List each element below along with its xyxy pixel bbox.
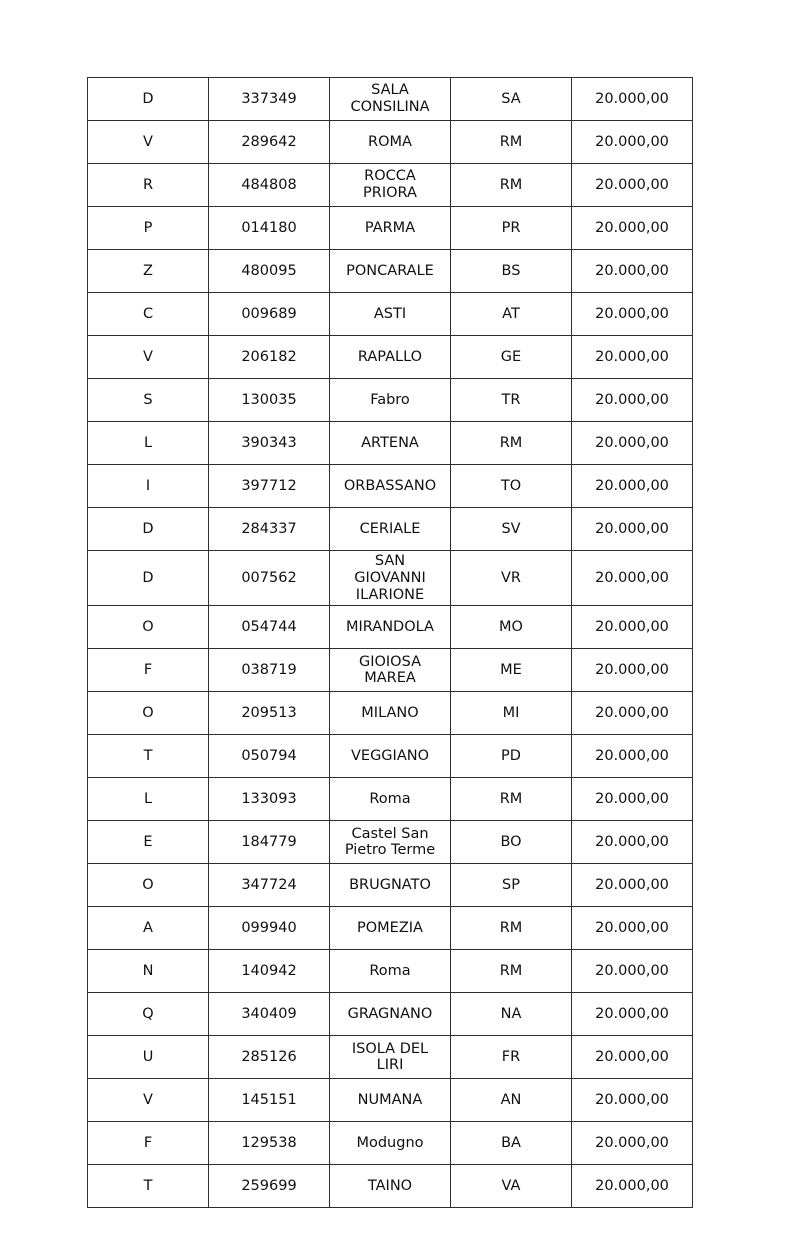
table-row [88, 293, 693, 336]
municipality-cell: ROCCA PRIORA [330, 164, 451, 207]
code-cell: 007562 [209, 551, 330, 606]
province-cell: RM [451, 422, 572, 465]
letter-cell: I [88, 465, 209, 508]
letter-cell: A [88, 907, 209, 950]
amount-cell: 20.000,00 [572, 207, 693, 250]
table-row [88, 422, 693, 465]
province-cell: RM [451, 778, 572, 821]
code-cell: 337349 [209, 78, 330, 121]
amount-cell: 20.000,00 [572, 1122, 693, 1165]
amount-cell: 20.000,00 [572, 379, 693, 422]
amount-cell: 20.000,00 [572, 907, 693, 950]
province-cell: RM [451, 950, 572, 993]
municipality-cell: GIOIOSA MAREA [330, 649, 451, 692]
letter-cell: E [88, 821, 209, 864]
table-row [88, 821, 693, 864]
table-row [88, 950, 693, 993]
municipality-cell: Castel San Pietro Terme [330, 821, 451, 864]
province-cell: BA [451, 1122, 572, 1165]
amount-cell: 20.000,00 [572, 121, 693, 164]
municipality-cell: ROMA [330, 121, 451, 164]
letter-cell: F [88, 1122, 209, 1165]
amount-cell: 20.000,00 [572, 821, 693, 864]
table-row [88, 1122, 693, 1165]
code-cell: 099940 [209, 907, 330, 950]
table-row [88, 551, 693, 606]
letter-cell: N [88, 950, 209, 993]
table-row [88, 735, 693, 778]
municipality-cell: CERIALE [330, 508, 451, 551]
amount-cell: 20.000,00 [572, 250, 693, 293]
letter-cell: C [88, 293, 209, 336]
letter-cell: T [88, 735, 209, 778]
code-cell: 054744 [209, 606, 330, 649]
table-row [88, 778, 693, 821]
letter-cell: U [88, 1036, 209, 1079]
province-cell: MI [451, 692, 572, 735]
province-cell: AN [451, 1079, 572, 1122]
province-cell: TO [451, 465, 572, 508]
letter-cell: S [88, 379, 209, 422]
code-cell: 484808 [209, 164, 330, 207]
table-row [88, 465, 693, 508]
amount-cell: 20.000,00 [572, 1079, 693, 1122]
table-row [88, 1036, 693, 1079]
municipality-cell: GRAGNANO [330, 993, 451, 1036]
province-cell: SV [451, 508, 572, 551]
province-cell: BO [451, 821, 572, 864]
code-cell: 206182 [209, 336, 330, 379]
code-cell: 050794 [209, 735, 330, 778]
municipality-cell: PONCARALE [330, 250, 451, 293]
code-cell: 480095 [209, 250, 330, 293]
municipality-cell: BRUGNATO [330, 864, 451, 907]
province-cell: RM [451, 164, 572, 207]
amount-cell: 20.000,00 [572, 422, 693, 465]
table-row [88, 864, 693, 907]
code-cell: 130035 [209, 379, 330, 422]
province-cell: MO [451, 606, 572, 649]
letter-cell: L [88, 778, 209, 821]
code-cell: 259699 [209, 1165, 330, 1208]
municipality-cell: MIRANDOLA [330, 606, 451, 649]
municipality-cell: ARTENA [330, 422, 451, 465]
province-cell: NA [451, 993, 572, 1036]
table-row [88, 993, 693, 1036]
municipality-cell: NUMANA [330, 1079, 451, 1122]
code-cell: 397712 [209, 465, 330, 508]
municipality-cell: ISOLA DEL LIRI [330, 1036, 451, 1079]
province-cell: BS [451, 250, 572, 293]
letter-cell: D [88, 551, 209, 606]
municipality-cell: Roma [330, 950, 451, 993]
municipality-cell: Fabro [330, 379, 451, 422]
table-row [88, 1079, 693, 1122]
letter-cell: F [88, 649, 209, 692]
table-row [88, 907, 693, 950]
province-cell: AT [451, 293, 572, 336]
municipality-cell: MILANO [330, 692, 451, 735]
table-row [88, 121, 693, 164]
letter-cell: D [88, 78, 209, 121]
amount-cell: 20.000,00 [572, 293, 693, 336]
letter-cell: L [88, 422, 209, 465]
code-cell: 038719 [209, 649, 330, 692]
letter-cell: Z [88, 250, 209, 293]
table-row [88, 649, 693, 692]
province-cell: SP [451, 864, 572, 907]
code-cell: 129538 [209, 1122, 330, 1165]
grants-table-container [87, 77, 693, 1208]
code-cell: 284337 [209, 508, 330, 551]
municipality-cell: VEGGIANO [330, 735, 451, 778]
code-cell: 133093 [209, 778, 330, 821]
grants-table-body [88, 78, 693, 1208]
letter-cell: O [88, 606, 209, 649]
amount-cell: 20.000,00 [572, 78, 693, 121]
amount-cell: 20.000,00 [572, 1036, 693, 1079]
code-cell: 285126 [209, 1036, 330, 1079]
province-cell: FR [451, 1036, 572, 1079]
table-row [88, 379, 693, 422]
province-cell: VA [451, 1165, 572, 1208]
letter-cell: T [88, 1165, 209, 1208]
table-row [88, 207, 693, 250]
grants-table [87, 77, 693, 1208]
municipality-cell: RAPALLO [330, 336, 451, 379]
letter-cell: R [88, 164, 209, 207]
province-cell: PD [451, 735, 572, 778]
municipality-cell: Modugno [330, 1122, 451, 1165]
municipality-cell: POMEZIA [330, 907, 451, 950]
province-cell: RM [451, 907, 572, 950]
letter-cell: P [88, 207, 209, 250]
code-cell: 289642 [209, 121, 330, 164]
amount-cell: 20.000,00 [572, 778, 693, 821]
code-cell: 184779 [209, 821, 330, 864]
table-row [88, 336, 693, 379]
letter-cell: V [88, 336, 209, 379]
code-cell: 390343 [209, 422, 330, 465]
amount-cell: 20.000,00 [572, 1165, 693, 1208]
code-cell: 014180 [209, 207, 330, 250]
province-cell: GE [451, 336, 572, 379]
amount-cell: 20.000,00 [572, 465, 693, 508]
municipality-cell: Roma [330, 778, 451, 821]
municipality-cell: PARMA [330, 207, 451, 250]
letter-cell: Q [88, 993, 209, 1036]
municipality-cell: SAN GIOVANNI ILARIONE [330, 551, 451, 606]
letter-cell: O [88, 692, 209, 735]
amount-cell: 20.000,00 [572, 993, 693, 1036]
table-row [88, 606, 693, 649]
province-cell: RM [451, 121, 572, 164]
province-cell: TR [451, 379, 572, 422]
code-cell: 145151 [209, 1079, 330, 1122]
letter-cell: D [88, 508, 209, 551]
table-row [88, 508, 693, 551]
amount-cell: 20.000,00 [572, 864, 693, 907]
province-cell: PR [451, 207, 572, 250]
amount-cell: 20.000,00 [572, 164, 693, 207]
table-row [88, 692, 693, 735]
amount-cell: 20.000,00 [572, 606, 693, 649]
municipality-cell: ORBASSANO [330, 465, 451, 508]
code-cell: 340409 [209, 993, 330, 1036]
letter-cell: V [88, 1079, 209, 1122]
province-cell: VR [451, 551, 572, 606]
code-cell: 209513 [209, 692, 330, 735]
letter-cell: O [88, 864, 209, 907]
municipality-cell: ASTI [330, 293, 451, 336]
table-row [88, 1165, 693, 1208]
table-row [88, 164, 693, 207]
municipality-cell: SALA CONSILINA [330, 78, 451, 121]
province-cell: SA [451, 78, 572, 121]
amount-cell: 20.000,00 [572, 692, 693, 735]
amount-cell: 20.000,00 [572, 950, 693, 993]
table-row [88, 250, 693, 293]
amount-cell: 20.000,00 [572, 551, 693, 606]
code-cell: 140942 [209, 950, 330, 993]
amount-cell: 20.000,00 [572, 508, 693, 551]
amount-cell: 20.000,00 [572, 336, 693, 379]
municipality-cell: TAINO [330, 1165, 451, 1208]
table-row [88, 78, 693, 121]
code-cell: 347724 [209, 864, 330, 907]
amount-cell: 20.000,00 [572, 649, 693, 692]
amount-cell: 20.000,00 [572, 735, 693, 778]
code-cell: 009689 [209, 293, 330, 336]
province-cell: ME [451, 649, 572, 692]
letter-cell: V [88, 121, 209, 164]
